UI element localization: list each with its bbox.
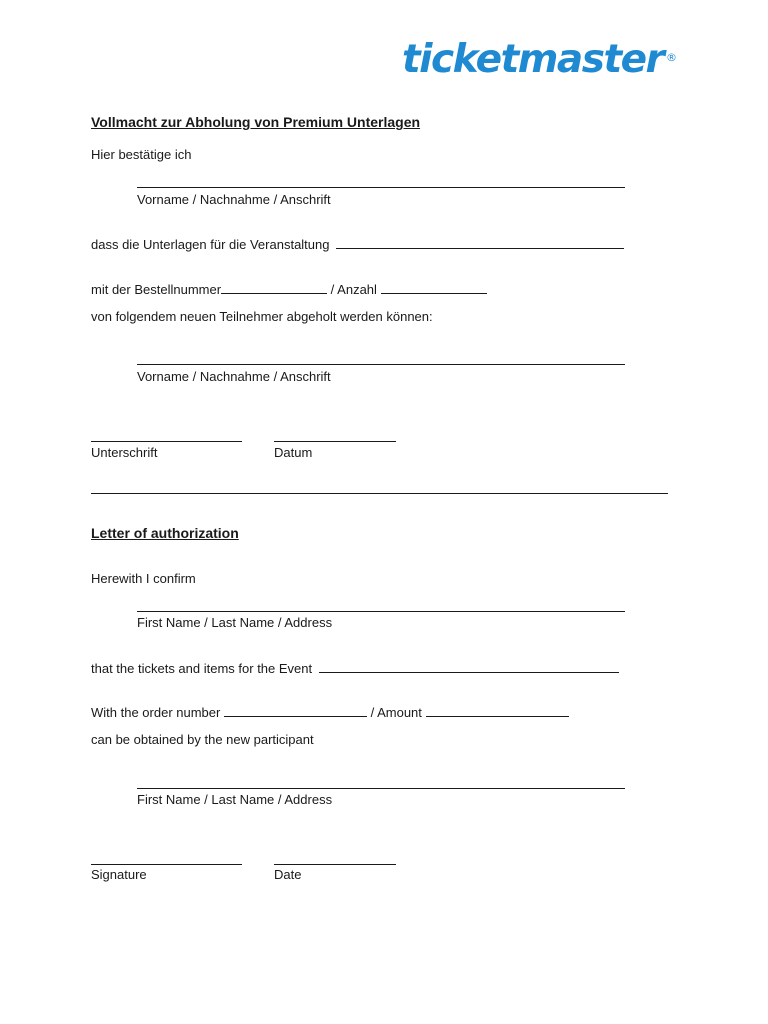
- german-event-field[interactable]: [336, 236, 624, 249]
- german-order-field[interactable]: [221, 281, 327, 294]
- english-signature-line[interactable]: [91, 864, 242, 865]
- german-date-label: Datum: [274, 445, 313, 460]
- german-order-row: [91, 281, 487, 298]
- english-event-text: that the tickets and items for the Event: [91, 661, 313, 676]
- german-title: Vollmacht zur Abholung von Premium Unterlagen: [91, 114, 421, 130]
- english-amount-text: / Amount: [366, 705, 422, 720]
- ticketmaster-logo: [402, 34, 692, 94]
- german-date-line[interactable]: [274, 441, 396, 442]
- english-name-line-2[interactable]: [137, 788, 625, 789]
- english-order-field[interactable]: [224, 704, 367, 717]
- english-order-row: [91, 704, 569, 721]
- english-event-row: [91, 660, 619, 677]
- german-event-row: [91, 236, 624, 253]
- german-pickup-text: von folgendem neuen Teilnehmer abgeholt werden können:: [91, 309, 433, 324]
- german-signature-label: Unterschrift: [91, 445, 158, 460]
- german-order-text: mit der Bestellnummer: [91, 282, 222, 297]
- english-title: Letter of authorization: [91, 525, 239, 541]
- english-name-line-1[interactable]: [137, 611, 625, 612]
- german-name-line-1[interactable]: [137, 187, 625, 188]
- german-name-caption-2: Vorname / Nachnahme / Anschrift: [137, 369, 331, 384]
- german-event-text: dass die Unterlagen für die Veranstaltung: [91, 237, 330, 252]
- german-signature-line[interactable]: [91, 441, 242, 442]
- german-amount-text: / Anzahl: [327, 282, 377, 297]
- english-name-caption-2: First Name / Last Name / Address: [137, 792, 333, 807]
- german-name-caption-1: Vorname / Nachnahme / Anschrift: [137, 192, 331, 207]
- english-intro: Herewith I confirm: [91, 571, 196, 586]
- english-order-text: With the order number: [91, 705, 221, 720]
- german-intro: Hier bestätige ich: [91, 147, 192, 162]
- english-amount-field[interactable]: [426, 704, 569, 717]
- english-pickup-text: can be obtained by the new participant: [91, 732, 314, 747]
- section-divider: [91, 493, 668, 494]
- english-signature-label: Signature: [91, 867, 147, 882]
- english-date-line[interactable]: [274, 864, 396, 865]
- registered-mark: ®: [666, 51, 677, 64]
- german-name-line-2[interactable]: [137, 364, 625, 365]
- english-event-field[interactable]: [319, 660, 619, 673]
- english-date-label: Date: [274, 867, 302, 882]
- german-amount-field[interactable]: [381, 281, 487, 294]
- english-name-caption-1: First Name / Last Name / Address: [137, 615, 333, 630]
- logo-wordmark: ticketmaster: [402, 37, 664, 82]
